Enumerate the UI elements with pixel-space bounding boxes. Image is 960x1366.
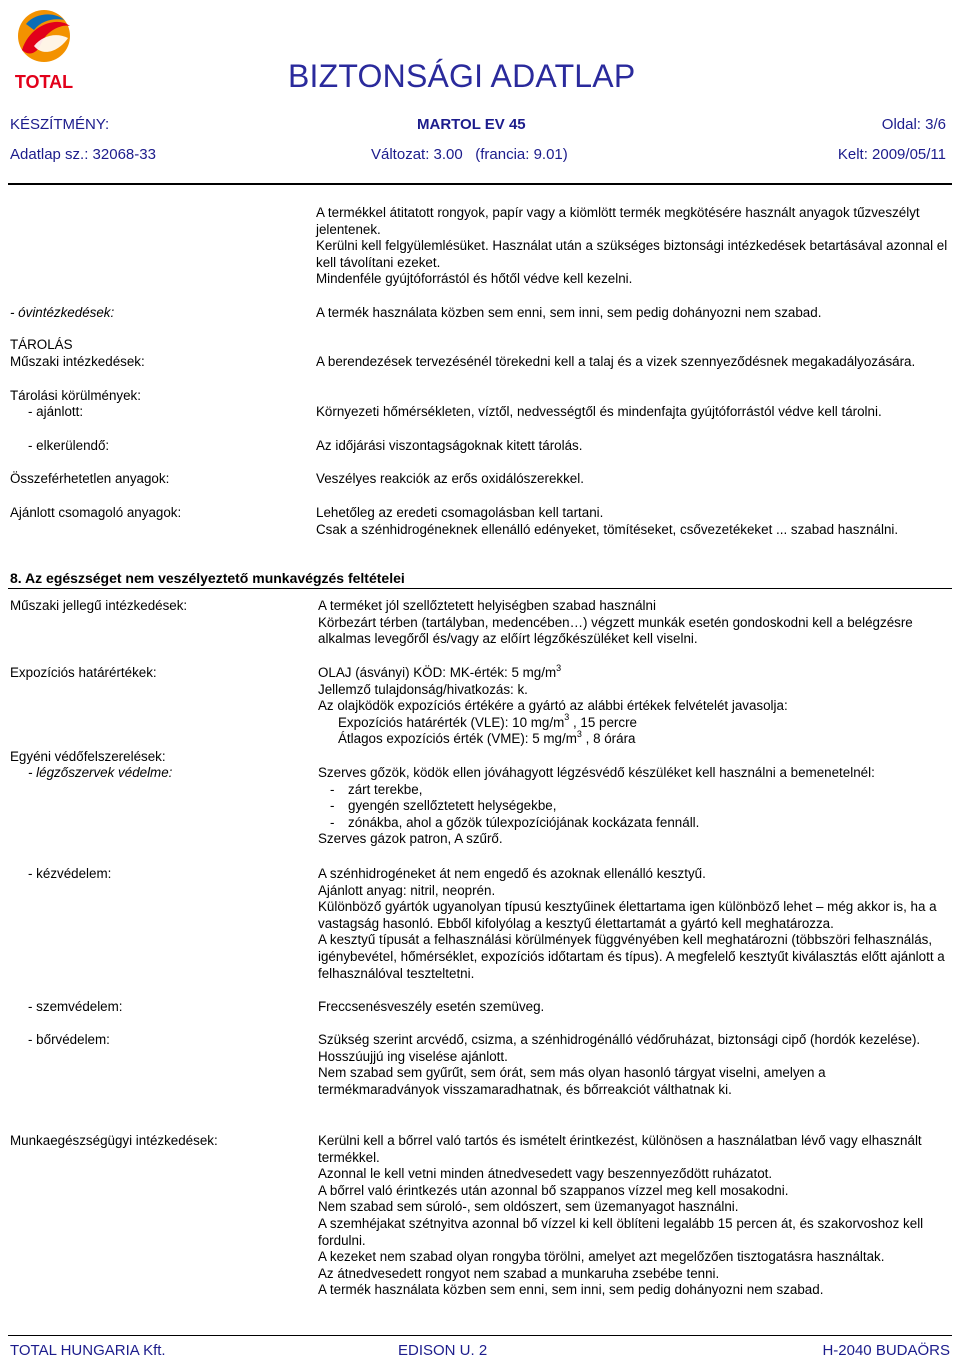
respiratory-outro: Szerves gázok patron, A szűrő.: [318, 831, 503, 847]
storage-conditions-label: Tárolási körülmények:: [10, 388, 141, 403]
packaging-line-2: Csak a szénhidrogéneknek ellenálló edényeket, tömítéseket, csővezetékeket ... szabad használni.: [316, 521, 899, 537]
list-item: - gyengén szellőztetett helységekbe,: [318, 798, 948, 815]
exposure-value: [318, 662, 948, 748]
skin-paragraph-1: Szükség szerint arcvédő, csizma, a szénhidrogénálló védőruházat, biztonsági cipő (hordók kezelése).: [318, 1032, 921, 1047]
precautions-value: A termék használata közben sem enni, sem inni, sem pedig dohányozni nem szabad.: [316, 305, 822, 320]
hygiene-paragraph-4: Nem szabad sem súroló-, sem oldószert, sem üzemanyagot használni.: [318, 1199, 739, 1215]
eye-protection-value: Freccsenésveszély esetén szemüveg.: [318, 999, 545, 1014]
storage-avoid-value: Az időjárási viszontagságoknak kitett tárolás.: [316, 438, 583, 453]
exposure-unit-exponent: 3: [556, 662, 562, 673]
exposure-label: Expozíciós határértékek:: [10, 665, 157, 680]
skin-paragraph-3: Nem szabad sem gyűrűt, sem órát, sem más olyan hasonló tárgyat viselni, amelyen a termékmaradványok visszamaradhatnak, és bőrreakciót válthatnak ki.: [318, 1065, 826, 1097]
eye-protection-label: - szemvédelem:: [28, 999, 123, 1014]
exposure-line-1: OLAJ (ásványi) KÖD: MK-érték: 5 $mg/m^3$: [318, 662, 562, 680]
page-indicator: Oldal: 3/6: [881, 116, 946, 133]
top-paragraph-1: A termékkel átitatott rongyok, papír vagy a kiömlött termék megkötésére használt anyagok tűzveszélyt jelentenek.: [316, 205, 920, 237]
product-label: KÉSZÍTMÉNY:: [10, 116, 110, 133]
hygiene-paragraph-5: A szemhéjakat szétnyitva azonnal bő vízzel ki kell öblíteni legalább 15 percen át, és szakorvoshoz kell fordulni.: [318, 1215, 924, 1248]
skin-paragraph-2: Hosszúujjú ing viselése ajánlott.: [318, 1048, 508, 1064]
engineering-value: [318, 598, 948, 648]
storage-recommended-value: Környezeti hőmérsékleten, víztől, nedvességtől és mindenfajta gyújtóforrástól védve kell tárolni.: [316, 404, 882, 419]
exposure-line-5: Átlagos expozíciós érték (VME): 5 $mg/m^3$ , 8 órára: [338, 728, 636, 747]
footer-rule: [8, 1335, 952, 1336]
hand-paragraph-4: A kesztyű típusát a felhasználási körülmények függvényében kell meghatározni (többszöri felhasználás, igénybevétel, hőmérséklet, expozíciós időtartam és típus). A megfelelő kesztyűt kiválasztás előtt ajánlott a felhasználóval teszteltetni.: [318, 932, 945, 981]
respiratory-value: [318, 765, 948, 848]
hand-paragraph-2: Ajánlott anyag: nitril, neoprén.: [318, 882, 496, 898]
storage-heading: TÁROLÁS: [10, 337, 73, 352]
respiratory-list: [318, 782, 948, 832]
exposure-line-3: Az olajködök expozíciós értékére a gyártó az alábbi értékek felvételét javasolja:: [318, 698, 788, 714]
packaging-value: [316, 505, 948, 538]
hygiene-paragraph-6: A kezeket nem szabad olyan rongyba törölni, amelyet azt megelőzően tisztogatásra használtak.: [318, 1249, 885, 1265]
hand-paragraph-1: A szénhidrogéneket át nem engedő és azoknak ellenálló kesztyű.: [318, 866, 706, 881]
top-block: [316, 205, 948, 288]
storage-tech-value: A berendezések tervezésénél törekedni kell a talaj és a vizek szennyeződésnek megakadályozására.: [316, 354, 916, 369]
logo-wordmark: TOTAL: [14, 72, 74, 92]
hand-protection-value: [318, 866, 948, 982]
skin-protection-label: - bőrvédelem:: [28, 1032, 110, 1047]
exposure-line-2: Jellemző tulajdonság/hivatkozás: k.: [318, 681, 528, 697]
footer-company: TOTAL HUNGARIA Kft.: [10, 1342, 166, 1359]
document-title: BIZTONSÁGI ADATLAP: [288, 58, 636, 94]
precautions-label: - óvintézkedések:: [10, 305, 115, 320]
engineering-line-2: Körbezárt térben (tartályban, medencében…) végzett munkák esetén gondoskodni kell a belégzésre alkalmas levegőről és/vagy az előírt légzőkészüléket kell viselni.: [318, 614, 913, 647]
version: Változat: 3.00 (francia: 9.01): [371, 146, 568, 163]
respiratory-label: - légzőszervek védelme:: [28, 765, 173, 780]
packaging-label: Ajánlott csomagoló anyagok:: [10, 505, 182, 520]
respiratory-intro: Szerves gőzök, ködök ellen jóváhagyott légzésvédő készüléket kell használni a bemenetelnél:: [318, 765, 875, 780]
issue-date: Kelt: 2009/05/11: [837, 146, 946, 163]
hygiene-paragraph-1: Kerülni kell a bőrrel való tartós és ismételt érintkezést, különösen a használatban lévő vagy elhasznált termékkel.: [318, 1133, 922, 1165]
header-rule: [8, 183, 952, 185]
exposure-line-4: Expozíciós határérték (VLE): 10 $mg/m^3$ , 15 percre: [338, 712, 637, 730]
hygiene-paragraph-7: Az átnedvesedett rongyot nem szabad a munkaruha zsebébe tenni.: [318, 1265, 720, 1281]
list-item: - zárt terekbe,: [318, 782, 948, 799]
total-logo: [8, 2, 80, 94]
hygiene-label: Munkaegészségügyi intézkedések:: [10, 1133, 218, 1148]
top-paragraph-3: Mindenféle gyújtóforrástól és hőtől védve kell kezelni.: [316, 271, 633, 287]
list-item: - zónákba, ahol a gőzök túlexpozíciójának kockázata fennáll.: [318, 815, 948, 832]
hygiene-value: [318, 1133, 948, 1299]
packaging-line-1: Lehetőleg az eredeti csomagolásban kell tartani.: [316, 505, 604, 520]
section-8-heading: 8. Az egészséget nem veszélyeztető munkavégzés feltételei: [10, 570, 405, 586]
hand-protection-label: - kézvédelem:: [28, 866, 112, 881]
hygiene-paragraph-8: A termék használata közben sem enni, sem inni, sem pedig dohányozni nem szabad.: [318, 1282, 824, 1298]
product-name: MARTOL EV 45: [417, 116, 526, 133]
storage-recommended-label: - ajánlott:: [28, 404, 84, 419]
incompatible-label: Összeférhetetlen anyagok:: [10, 471, 170, 486]
footer-street: EDISON U. 2: [398, 1342, 488, 1359]
storage-tech-label: Műszaki intézkedések:: [10, 354, 145, 369]
skin-protection-value: [318, 1032, 948, 1098]
top-paragraph-2: Kerülni kell felgyülemlésüket. Használat után a szükséges biztonsági intézkedések betartásával azonnal el kell távolítani ezeket.: [316, 238, 948, 270]
ppe-label: Egyéni védőfelszerelések:: [10, 749, 166, 764]
footer-city: H-2040 BUDAÖRS: [822, 1342, 950, 1359]
sheet-number: Adatlap sz.: 32068-33: [10, 146, 156, 163]
incompatible-value: Veszélyes reakciók az erős oxidálószerekkel.: [316, 471, 584, 486]
storage-avoid-label: - elkerülendő:: [28, 438, 110, 453]
engineering-label: Műszaki jellegű intézkedések:: [10, 598, 188, 613]
section-8-rule: [8, 588, 952, 589]
hygiene-paragraph-3: A bőrrel való érintkezés után azonnal bő szappanos vízzel meg kell mosakodni.: [318, 1182, 789, 1198]
engineering-line-1: A terméket jól szellőztetett helyiségben szabad használni: [318, 598, 656, 613]
hygiene-paragraph-2: Azonnal le kell vetni minden átnedvesedett vagy beszennyeződött ruházatot.: [318, 1166, 773, 1182]
hand-paragraph-3: Különböző gyártók ugyanolyan típusú kesztyűinek élettartama igen különböző lehet – még akkor is, ha a vastagság hasonló. Ebből kifolyólag a kesztyű élettartamát a gyártó kell meghatározza.: [318, 899, 937, 931]
